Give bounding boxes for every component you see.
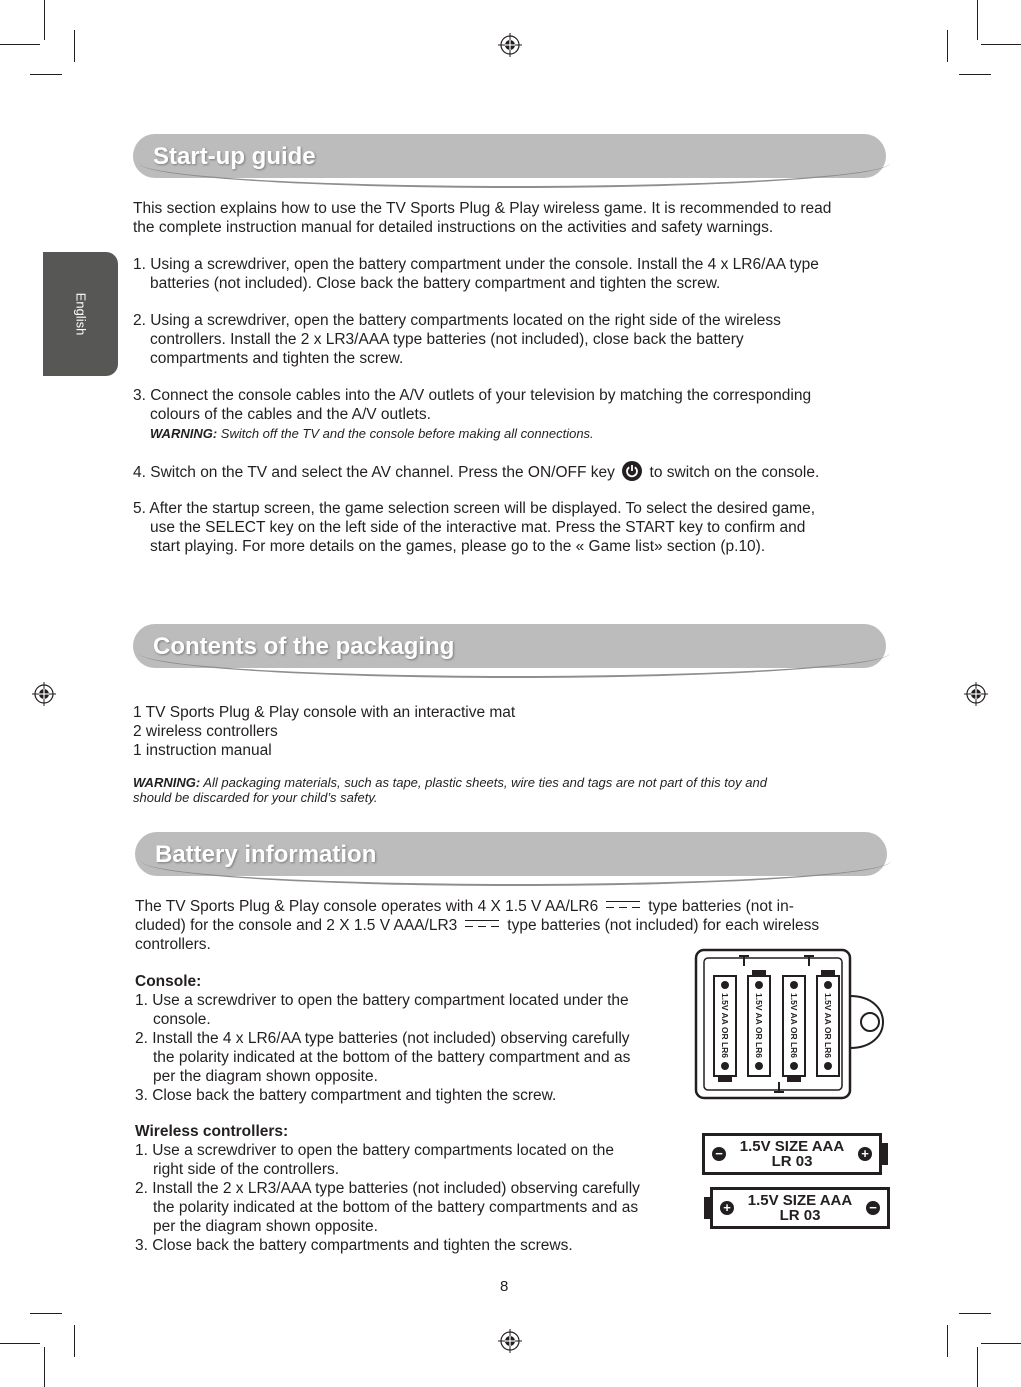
packaging-warning-line: should be discarded for your child’s safety. [133,790,378,805]
battery-intro-line [135,897,794,916]
startup-step-2: controllers. Install the 2 x LR3/AAA type batteries (not included), close back the battery [150,331,744,348]
language-tab-label: English [73,292,88,336]
battery-title: Battery information [155,841,377,868]
aaa-battery-label: 1.5V SIZE AAA [739,1138,845,1155]
startup-step-1: 1. Using a screwdriver, open the battery compartment under the console. Install the 4 x LR6/AA type [133,256,819,273]
startup-step-1: batteries (not included). Close back the battery compartment and tighten the screw. [150,275,721,292]
packaging-header [133,624,886,680]
aa-battery-compartment-diagram [694,948,892,1100]
aaa-battery-label: LR 03 [771,1153,813,1170]
step4-text-before: 4. Switch on the TV and select the AV channel. Press the ON/OFF key [133,464,615,481]
plus-icon: + [720,1201,734,1215]
registration-mark-icon [32,682,56,706]
battery-intro-line [135,916,819,935]
startup-warning [150,426,594,441]
console-heading: Console: [135,973,202,990]
startup-step-2: 2. Using a screwdriver, open the battery compartments located on the right side of the wireless [133,312,781,329]
controller-step: per the diagram shown opposite. [153,1218,378,1235]
startup-header [133,134,886,190]
crop-mark [74,30,75,62]
registration-mark-icon [498,1329,522,1353]
language-tab [43,252,118,376]
aa-battery-label: 1.5V AA OR LR6 [789,993,799,1059]
startup-step-3: colours of the cables and the A/V outlets. [150,406,431,423]
packaging-item: 1 instruction manual [133,742,272,759]
packaging-title: Contents of the packaging [153,633,455,660]
page-number: 8 [500,1278,509,1295]
startup-intro-line: This section explains how to use the TV Sports Plug & Play wireless game. It is recommended to read [133,200,832,217]
battery-intro-text: type batteries (not included) for each wireless [507,917,820,934]
aaa-battery-diagram [710,1187,890,1229]
crop-mark [74,1325,75,1357]
packaging-item: 2 wireless controllers [133,723,278,740]
dc-current-icon [606,899,640,911]
startup-step-5: 5. After the startup screen, the game selection screen will be displayed. To select the desired game, [133,500,816,517]
console-step: 2. Install the 4 x LR6/AA type batteries (not included) observing carefully [135,1030,630,1047]
step4-text-after: to switch on the console. [649,464,820,481]
warning-label: WARNING: [150,426,218,441]
registration-mark-icon [964,682,988,706]
crop-mark [947,30,948,62]
console-step: 1. Use a screwdriver to open the battery compartment located under the [135,992,629,1009]
plus-icon: + [858,1147,872,1161]
packaging-item: 1 TV Sports Plug & Play console with an interactive mat [133,704,516,721]
crop-mark [977,1347,978,1387]
controller-step: 3. Close back the battery compartments and tighten the screws. [135,1237,573,1254]
warning-label: WARNING: [133,775,201,790]
crop-mark [947,1325,948,1357]
crop-mark [981,44,1021,45]
battery-intro-line: controllers. [135,936,211,953]
controller-step: 2. Install the 2 x LR3/AAA type batteries (not included) observing carefully [135,1180,640,1197]
crop-mark [981,1343,1021,1344]
crop-mark [30,1313,62,1314]
aa-battery-label: 1.5V AA OR LR6 [823,993,833,1059]
aaa-battery-diagram [702,1133,882,1175]
crop-mark [30,74,62,75]
controller-step: 1. Use a screwdriver to open the battery compartments located on the [135,1142,615,1159]
minus-icon: − [712,1147,726,1161]
crop-mark [959,74,991,75]
warning-text: All packaging materials, such as tape, plastic sheets, wire ties and tags are not part of this toy and [200,775,767,790]
crop-mark [44,1347,45,1387]
aaa-battery-label: 1.5V SIZE AAA [747,1192,853,1209]
controllers-heading: Wireless controllers: [135,1123,289,1140]
aa-battery-label: 1.5V AA OR LR6 [754,993,764,1059]
aaa-battery-label: LR 03 [779,1207,821,1224]
startup-step-5: start playing. For more details on the games, please go to the « Game list» section (p.10). [150,538,766,555]
battery-header [135,832,887,888]
startup-title: Start-up guide [153,143,316,170]
crop-mark [977,0,978,40]
packaging-warning [133,775,767,790]
battery-intro-text: cluded) for the console and 2 X 1.5 V AAA/LR3 [135,917,458,934]
startup-step-4 [133,461,819,482]
startup-step-2: compartments and tighten the screw. [150,350,404,367]
console-step: per the diagram shown opposite. [153,1068,378,1085]
controller-step: the polarity indicated at the bottom of the battery compartments and as [153,1199,639,1216]
crop-mark [959,1313,991,1314]
startup-step-5: use the SELECT key on the left side of the interactive mat. Press the START key to confirm and [150,519,806,536]
console-step: console. [153,1011,211,1028]
registration-mark-icon [498,33,522,57]
aa-battery-label: 1.5V AA OR LR6 [720,993,730,1059]
console-step: 3. Close back the battery compartment and tighten the screw. [135,1087,557,1104]
console-step: the polarity indicated at the bottom of the battery compartment and as [153,1049,631,1066]
crop-mark [44,0,45,40]
dc-current-icon [465,918,499,930]
startup-intro-line: the complete instruction manual for detailed instructions on the activities and safety warnings. [133,219,774,236]
crop-mark [0,44,40,45]
battery-intro-text: The TV Sports Plug & Play console operates with 4 X 1.5 V AA/LR6 [135,898,599,915]
power-icon [622,461,642,481]
warning-text: Switch off the TV and the console before making all connections. [217,426,594,441]
controller-step: right side of the controllers. [153,1161,340,1178]
crop-mark [0,1343,40,1344]
minus-icon: − [866,1201,880,1215]
battery-intro-text: type batteries (not in- [648,898,794,915]
startup-step-3: 3. Connect the console cables into the A/V outlets of your television by matching the corresponding [133,387,812,404]
